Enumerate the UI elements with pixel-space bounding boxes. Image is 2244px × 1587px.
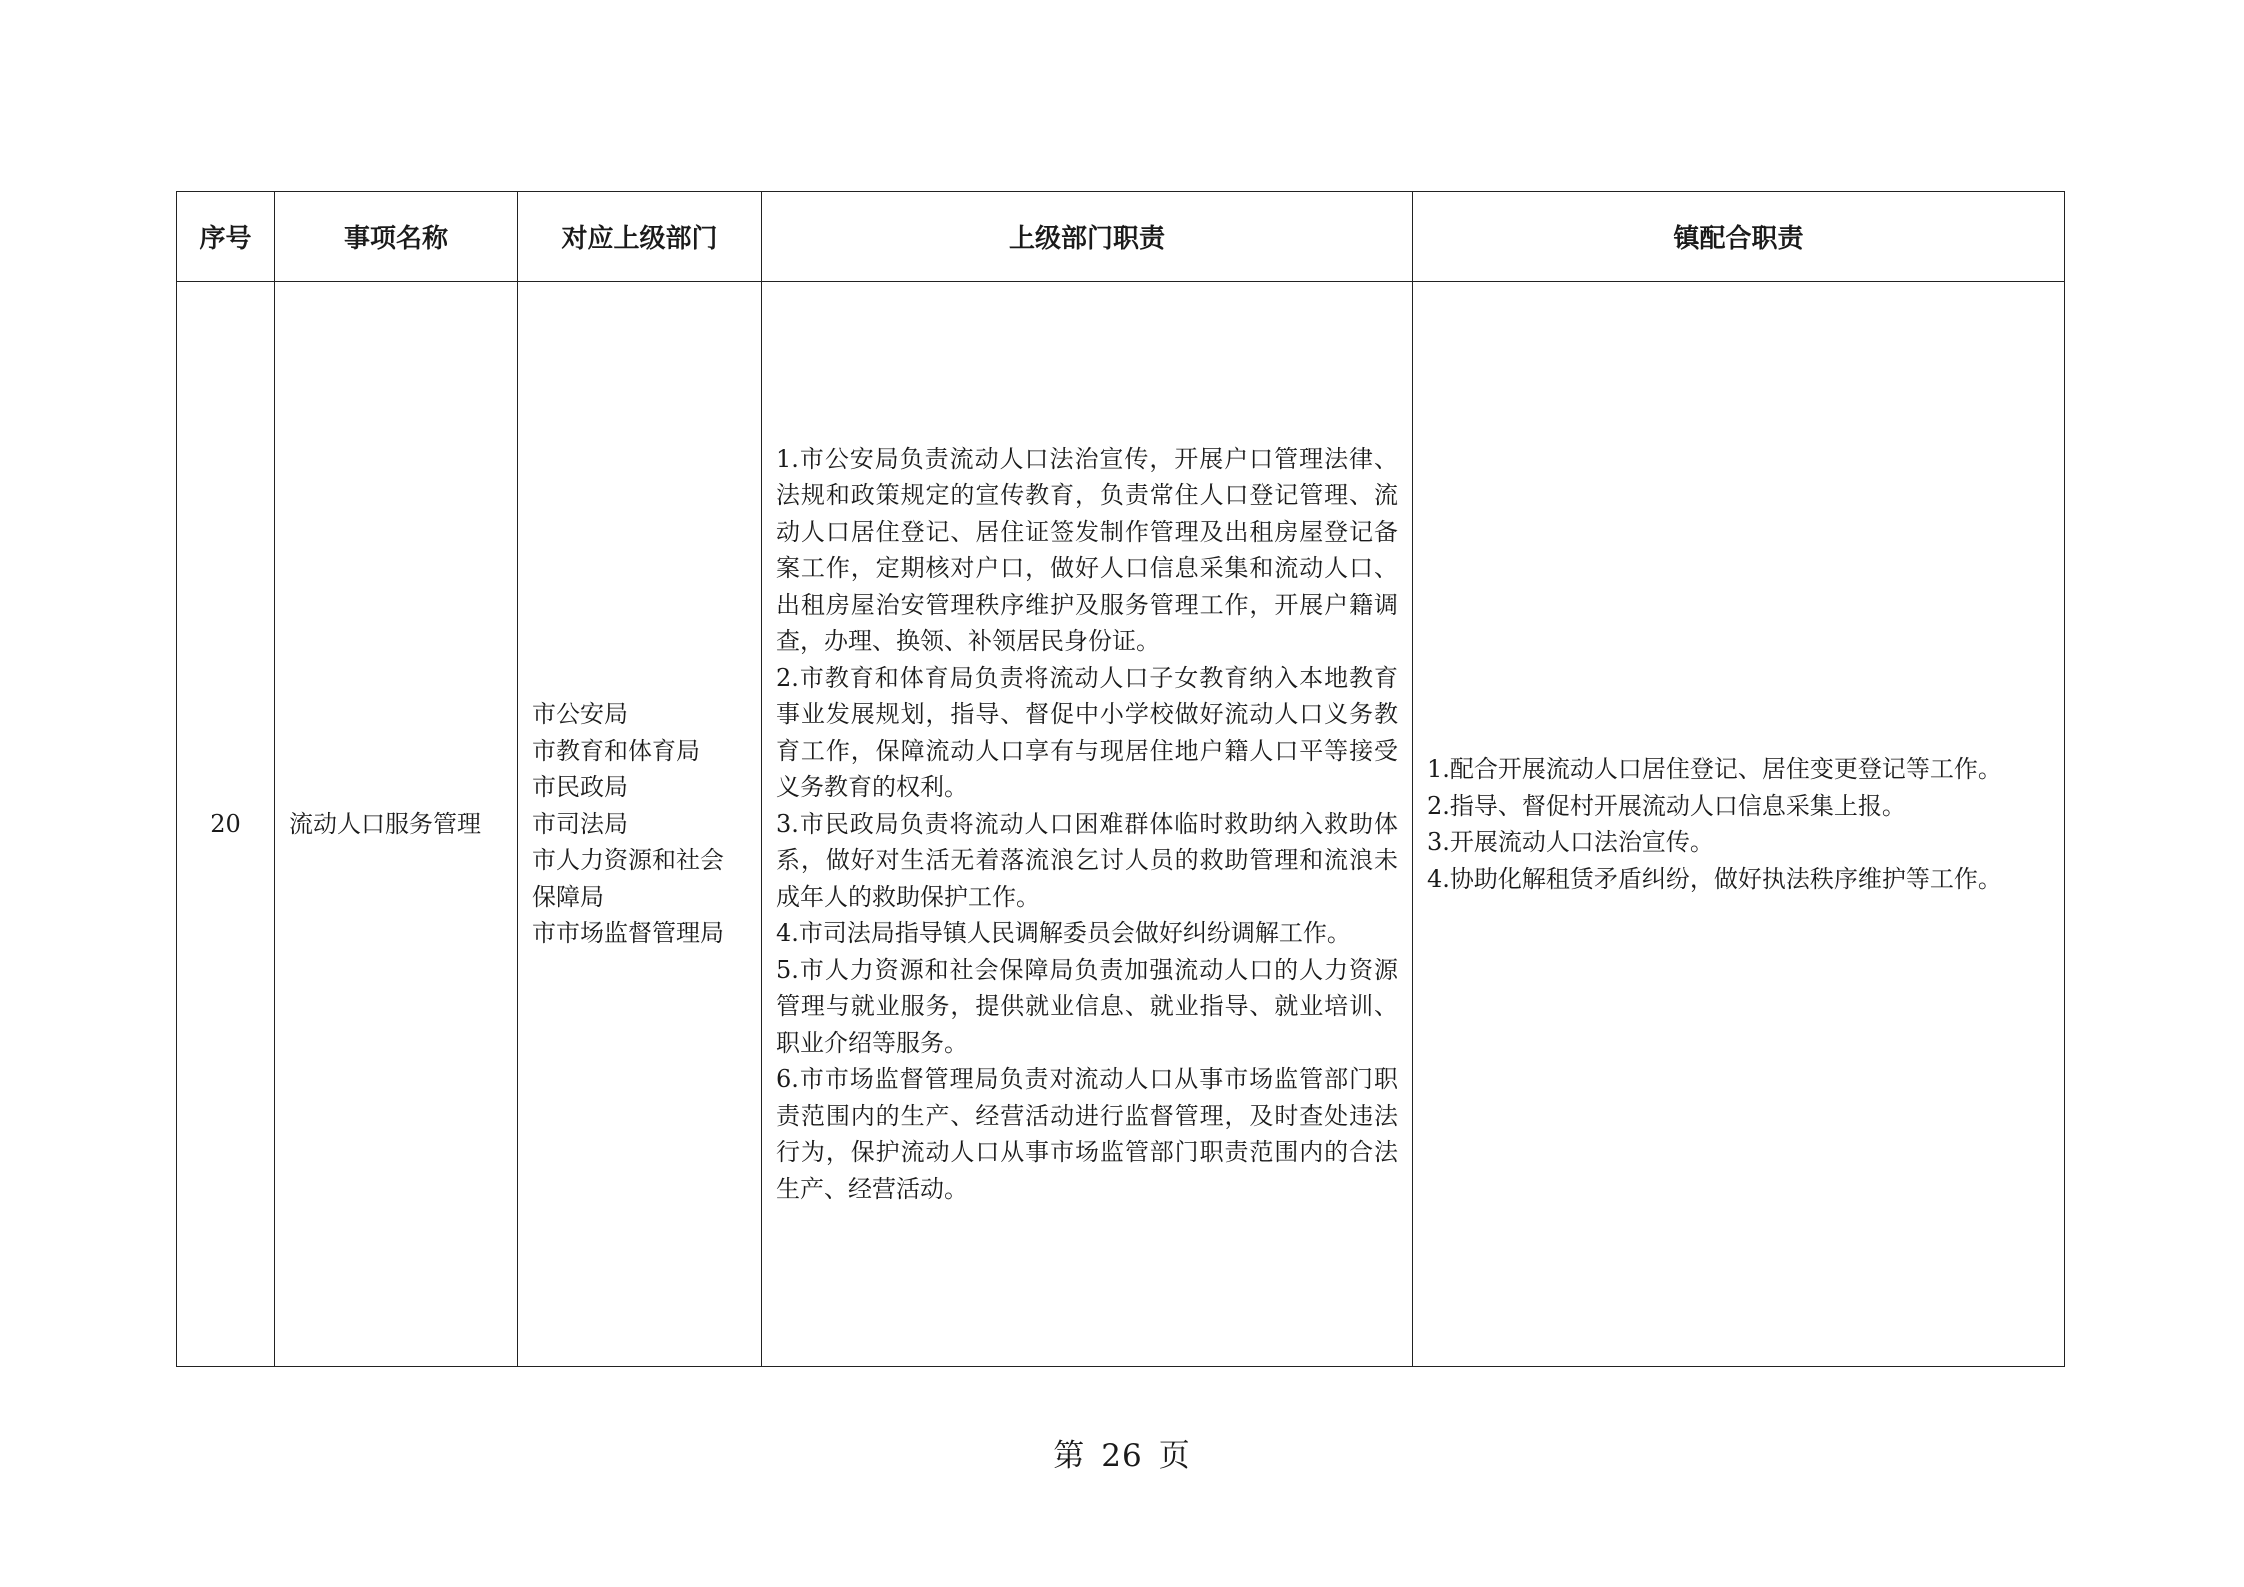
page-number-prefix: 第 xyxy=(1053,1438,1086,1474)
row-departments xyxy=(518,282,762,1367)
row-department-duties xyxy=(762,282,1413,1367)
town-duty-item: 2.指导、督促村开展流动人口信息采集上报。 xyxy=(1427,791,1906,820)
header-town-duties: 镇配合职责 xyxy=(1413,192,2065,282)
duty-table xyxy=(176,191,2065,1367)
town-duty-item: 3.开展流动人口法治宣传。 xyxy=(1427,828,1714,856)
page-number-value: 26 xyxy=(1101,1438,1143,1474)
row-seq: 20 xyxy=(177,282,275,1367)
table-header-row xyxy=(177,192,2065,282)
page-number xyxy=(0,1430,2244,1475)
row-item-name: 流动人口服务管理 xyxy=(275,282,518,1367)
duty-item: 6.市市场监督管理局负责对流动人口从事市场监管部门职责范围内的生产、经营活动进行监督管理，及时查处违法行为，保护流动人口从事市场监管部门职责范围内的合法生产、经营活动。 xyxy=(776,1065,1398,1203)
department-item: 市公安局 xyxy=(532,700,628,729)
page-number-suffix: 页 xyxy=(1158,1438,1191,1474)
department-item: 市市场监督管理局 xyxy=(532,919,724,948)
duty-item: 1.市公安局负责流动人口法治宣传，开展户口管理法律、法规和政策规定的宣传教育，负责常住人口登记管理、流动人口居住登记、居住证签发制作管理及出租房屋登记备案工作，定期核对户口，做好人口信息采集和流动人口、出租房屋治安管理秩序维护及服务管理工作，开展户籍调查，办理、换领、补领居民身份证。 xyxy=(776,444,1398,656)
header-seq: 序号 xyxy=(177,192,275,282)
header-department: 对应上级部门 xyxy=(518,192,762,282)
duty-item: 2.市教育和体育局负责将流动人口子女教育纳入本地教育事业发展规划，指导、督促中小学校做好流动人口义务教育工作，保障流动人口享有与现居住地户籍人口平等接受义务教育的权利。 xyxy=(776,663,1398,802)
header-item-name: 事项名称 xyxy=(275,192,518,282)
town-duty-item: 4.协助化解租赁矛盾纠纷，做好执法秩序维护等工作。 xyxy=(1427,864,2002,893)
town-duty-item: 1.配合开展流动人口居住登记、居住变更登记等工作。 xyxy=(1427,755,2002,783)
row-town-duties xyxy=(1413,282,2065,1367)
department-item: 市民政局 xyxy=(532,773,628,802)
duty-item: 4.市司法局指导镇人民调解委员会做好纠纷调解工作。 xyxy=(776,919,1351,948)
department-item: 市人力资源和社会保障局 xyxy=(532,846,724,911)
header-department-duties: 上级部门职责 xyxy=(762,192,1413,282)
table-row xyxy=(177,282,2065,1367)
duty-item: 5.市人力资源和社会保障局负责加强流动人口的人力资源管理与就业服务，提供就业信息、就业指导、就业培训、职业介绍等服务。 xyxy=(776,955,1398,1057)
department-item: 市司法局 xyxy=(532,809,628,838)
department-item: 市教育和体育局 xyxy=(532,736,700,765)
duty-item: 3.市民政局负责将流动人口困难群体临时救助纳入救助体系，做好对生活无着落流浪乞讨人员的救助管理和流浪未成年人的救助保护工作。 xyxy=(776,809,1398,911)
